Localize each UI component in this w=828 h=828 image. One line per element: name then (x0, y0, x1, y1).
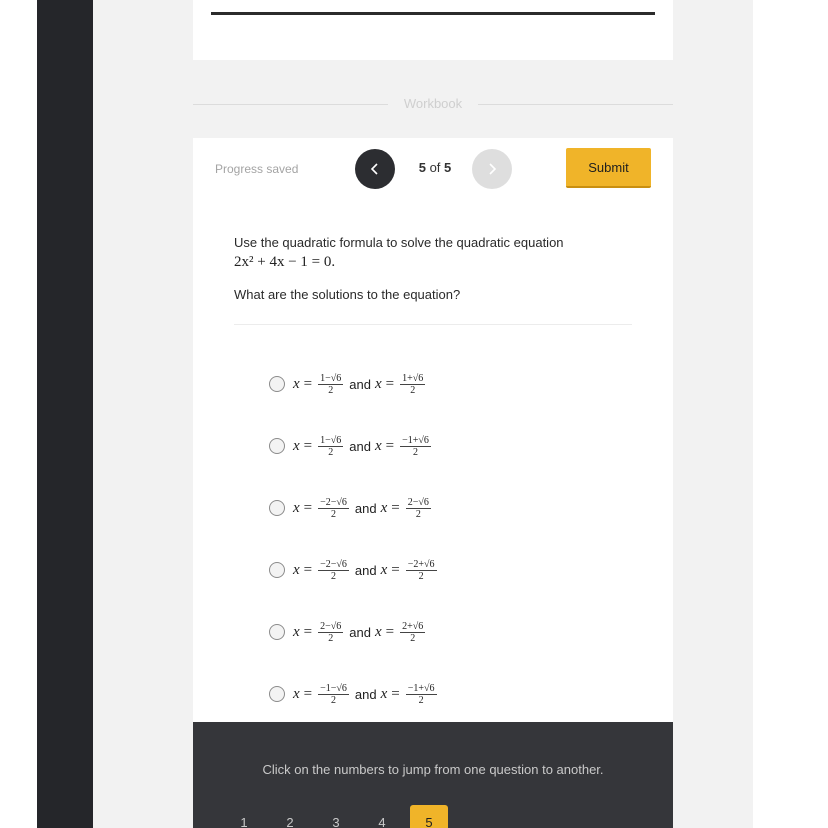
jump-to-question-1[interactable]: 1 (240, 815, 248, 828)
fraction (318, 559, 349, 582)
navigator-hint: Click on the numbers to jump from one question to another. (262, 762, 604, 777)
radio-button[interactable] (269, 562, 285, 578)
fraction (318, 621, 343, 644)
jump-to-question-3[interactable]: 3 (332, 815, 340, 828)
next-question-button[interactable] (472, 149, 512, 189)
variable: x (293, 499, 300, 516)
radio-button[interactable] (269, 500, 285, 516)
chevron-right-icon (485, 162, 499, 176)
content-rule (211, 12, 655, 15)
current-question-number: 5 (418, 160, 426, 175)
equals-sign: = (303, 623, 313, 640)
and-label: and (354, 686, 377, 702)
total-questions: 5 (444, 160, 452, 175)
equals-sign: = (385, 437, 395, 454)
answer-options (269, 353, 437, 725)
answer-option-6[interactable] (269, 663, 437, 725)
variable: x (293, 437, 300, 454)
jump-to-question-2[interactable]: 2 (286, 815, 294, 828)
answer-option-3[interactable] (269, 477, 437, 539)
denominator: 2 (328, 632, 334, 644)
right-margin (753, 0, 828, 828)
answer-option-1[interactable] (269, 353, 437, 415)
question-text: Use the quadratic formula to solve the quadratic equation (234, 235, 564, 250)
denominator: 2 (413, 446, 419, 458)
numerator: 1−√6 (320, 372, 342, 384)
numerator: 2−√6 (407, 496, 429, 508)
numerator: 2+√6 (402, 620, 424, 632)
denominator: 2 (418, 694, 424, 706)
and-label: and (349, 624, 371, 640)
equals-sign: = (303, 437, 313, 454)
question-card (193, 138, 673, 722)
fraction (406, 559, 437, 582)
equals-sign: = (391, 499, 400, 516)
answer-option-4[interactable] (269, 539, 437, 601)
equals-sign: = (385, 623, 395, 640)
question-navigator (193, 722, 673, 828)
fraction (318, 497, 349, 520)
denominator: 2 (415, 508, 421, 520)
submit-button[interactable]: Submit (566, 148, 651, 188)
fraction (400, 373, 425, 396)
answer-option-2[interactable] (269, 415, 437, 477)
denominator: 2 (331, 694, 337, 706)
numerator: −2−√6 (320, 558, 347, 570)
variable: x (293, 623, 300, 640)
left-margin (0, 0, 37, 828)
fraction (406, 683, 437, 706)
variable: x (293, 375, 300, 392)
section-label: Workbook (403, 96, 463, 111)
variable: x (380, 499, 388, 516)
fraction (318, 373, 343, 396)
numerator: −1+√6 (407, 682, 435, 694)
previous-content-card (193, 0, 673, 60)
and-label: and (349, 438, 371, 454)
jump-to-question-5[interactable]: 5 (410, 805, 448, 828)
fraction (406, 497, 431, 520)
radio-button[interactable] (269, 376, 285, 392)
counter-of: of (429, 160, 441, 175)
fraction (400, 435, 431, 458)
progress-status: Progress saved (215, 162, 299, 176)
equals-sign: = (303, 499, 313, 516)
equals-sign: = (385, 375, 395, 392)
and-label: and (354, 500, 377, 516)
variable: x (380, 561, 388, 578)
equals-sign: = (391, 685, 400, 702)
question-prompt: What are the solutions to the equation? (234, 287, 461, 302)
denominator: 2 (328, 384, 334, 396)
equals-sign: = (303, 375, 313, 392)
variable: x (374, 375, 382, 392)
question-stem (234, 234, 634, 302)
and-label: and (354, 562, 377, 578)
equals-sign: = (391, 561, 400, 578)
numerator: −1+√6 (402, 434, 429, 446)
radio-button[interactable] (269, 686, 285, 702)
numerator: 1−√6 (320, 434, 342, 446)
answer-option-5[interactable] (269, 601, 437, 663)
previous-question-button[interactable] (355, 149, 395, 189)
numerator: 1+√6 (402, 372, 424, 384)
side-rail (37, 0, 93, 828)
chevron-left-icon (368, 162, 382, 176)
radio-button[interactable] (269, 624, 285, 640)
denominator: 2 (418, 570, 424, 582)
variable: x (293, 685, 300, 702)
question-counter (405, 160, 465, 175)
fraction (400, 621, 425, 644)
numerator: 2−√6 (320, 620, 342, 632)
denominator: 2 (410, 384, 416, 396)
denominator: 2 (331, 570, 337, 582)
equals-sign: = (303, 685, 313, 702)
variable: x (374, 623, 382, 640)
denominator: 2 (410, 632, 416, 644)
question-separator (234, 324, 632, 325)
variable: x (380, 685, 388, 702)
fraction (318, 683, 349, 706)
denominator: 2 (331, 508, 337, 520)
jump-to-question-4[interactable]: 4 (378, 815, 386, 828)
numerator: −2−√6 (320, 496, 347, 508)
variable: x (293, 561, 300, 578)
question-equation: 2x² + 4x − 1 = 0. (234, 254, 336, 270)
denominator: 2 (328, 446, 334, 458)
fraction (318, 435, 343, 458)
numerator: −2+√6 (407, 558, 435, 570)
radio-button[interactable] (269, 438, 285, 454)
and-label: and (349, 376, 371, 392)
variable: x (374, 437, 382, 454)
equals-sign: = (303, 561, 313, 578)
numerator: −1−√6 (320, 682, 347, 694)
